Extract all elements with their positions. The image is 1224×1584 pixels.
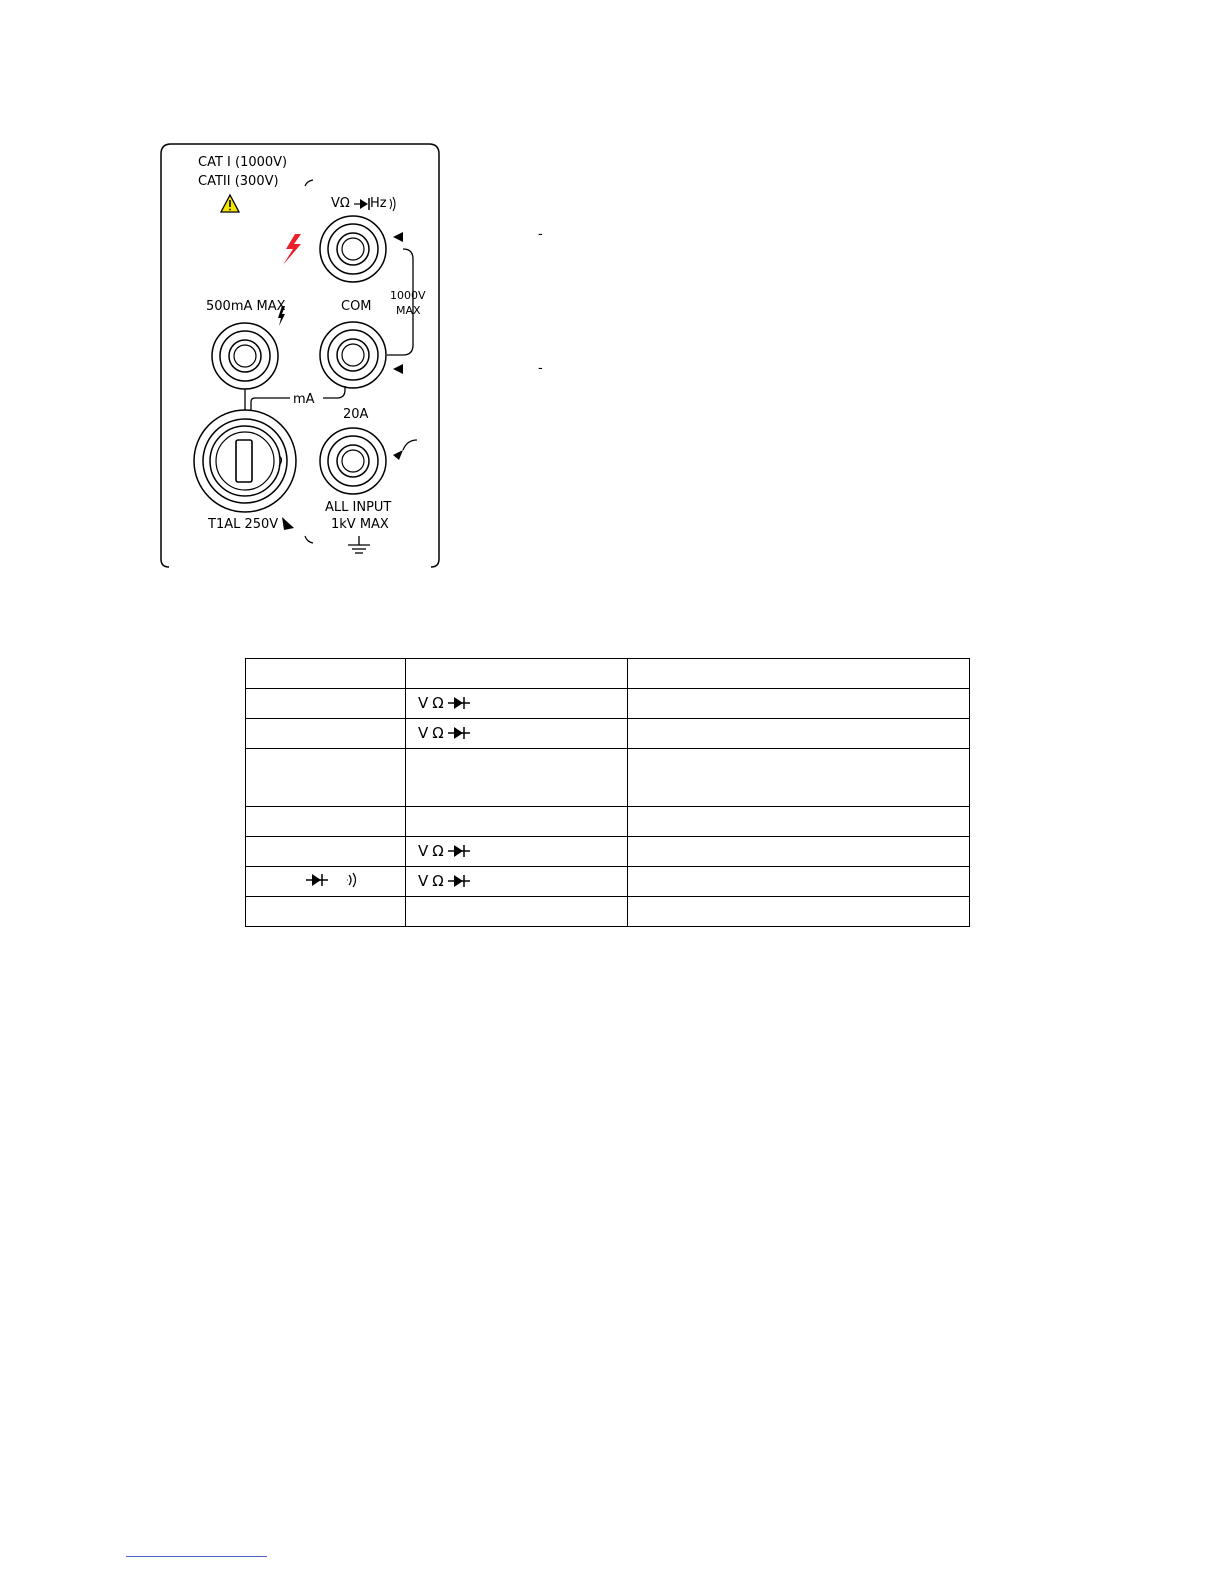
- diode-icon: [448, 874, 470, 888]
- cat-rating-2: CATII (300V): [198, 174, 279, 189]
- table-cell: [246, 749, 406, 807]
- warning-triangle-icon: [221, 195, 239, 212]
- table-cell: [406, 689, 628, 719]
- lightning-bolt-icon: [283, 234, 301, 265]
- table-row: [246, 837, 970, 867]
- diode-icon: [448, 696, 470, 710]
- cat-rating-1: CAT I (1000V): [198, 155, 288, 170]
- com-jack-label: COM: [341, 299, 372, 314]
- voltage-jack-label: VΩ: [331, 196, 350, 211]
- volt-glyph: V: [418, 842, 429, 860]
- table-cell: [246, 837, 406, 867]
- table-cell: [628, 867, 970, 897]
- table-cell: [628, 749, 970, 807]
- table-cell: [406, 659, 628, 689]
- amp-jack-label: 20A: [343, 407, 369, 422]
- side-mark: -: [538, 225, 543, 241]
- ohm-glyph: Ω: [432, 842, 444, 860]
- table-row: [246, 749, 970, 807]
- table-cell: [628, 807, 970, 837]
- table-cell: [406, 749, 628, 807]
- diode-icon: [306, 873, 328, 887]
- table-cell: [406, 867, 628, 897]
- table-row: [246, 659, 970, 689]
- side-mark: -: [538, 359, 543, 375]
- voltage-jack: [320, 216, 386, 282]
- voltage-limit-1: 1000V: [390, 289, 426, 302]
- all-input-label-2: 1kV MAX: [331, 517, 389, 532]
- amp-jack: [320, 428, 386, 494]
- table-cell: [246, 689, 406, 719]
- table-cell: [246, 807, 406, 837]
- all-input-label-1: ALL INPUT: [325, 500, 392, 515]
- hz-label: Hz: [370, 196, 387, 211]
- ohm-glyph: Ω: [432, 694, 444, 712]
- terminal-panel-drawing: [155, 138, 445, 570]
- ma-jack: [212, 323, 278, 389]
- diode-icon: [448, 726, 470, 740]
- fuse-label: T1AL 250V: [208, 517, 279, 532]
- table-row: [246, 719, 970, 749]
- table-cell: [628, 719, 970, 749]
- table-row: [246, 897, 970, 927]
- com-jack: [320, 322, 386, 388]
- table-cell: [406, 807, 628, 837]
- table-cell: [246, 867, 406, 897]
- volt-glyph: V: [418, 724, 429, 742]
- table-row: [246, 689, 970, 719]
- voltage-limit-2: MAX: [396, 304, 421, 317]
- table-cell: [406, 837, 628, 867]
- table-cell: [628, 689, 970, 719]
- ohm-glyph: Ω: [432, 724, 444, 742]
- table-cell: [246, 897, 406, 927]
- continuity-icon: [346, 872, 362, 888]
- terminal-table: [245, 658, 970, 927]
- table-cell: [406, 719, 628, 749]
- diode-icon: [354, 198, 369, 210]
- table-cell: [246, 659, 406, 689]
- volt-glyph: V: [418, 872, 429, 890]
- diode-icon: [448, 844, 470, 858]
- ohm-glyph: Ω: [432, 872, 444, 890]
- table-cell: [406, 897, 628, 927]
- table-cell: [628, 837, 970, 867]
- table-cell: [246, 719, 406, 749]
- footnote-rule: [126, 1556, 267, 1557]
- table-cell: [628, 659, 970, 689]
- ma-link-label: mA: [293, 392, 315, 407]
- ground-icon: [348, 536, 370, 553]
- ma-jack-label: 500mA MAX: [206, 299, 286, 314]
- table-row: [246, 807, 970, 837]
- fuse-holder: [194, 410, 296, 512]
- table-cell: [628, 897, 970, 927]
- volt-glyph: V: [418, 694, 429, 712]
- table-row: [246, 867, 970, 897]
